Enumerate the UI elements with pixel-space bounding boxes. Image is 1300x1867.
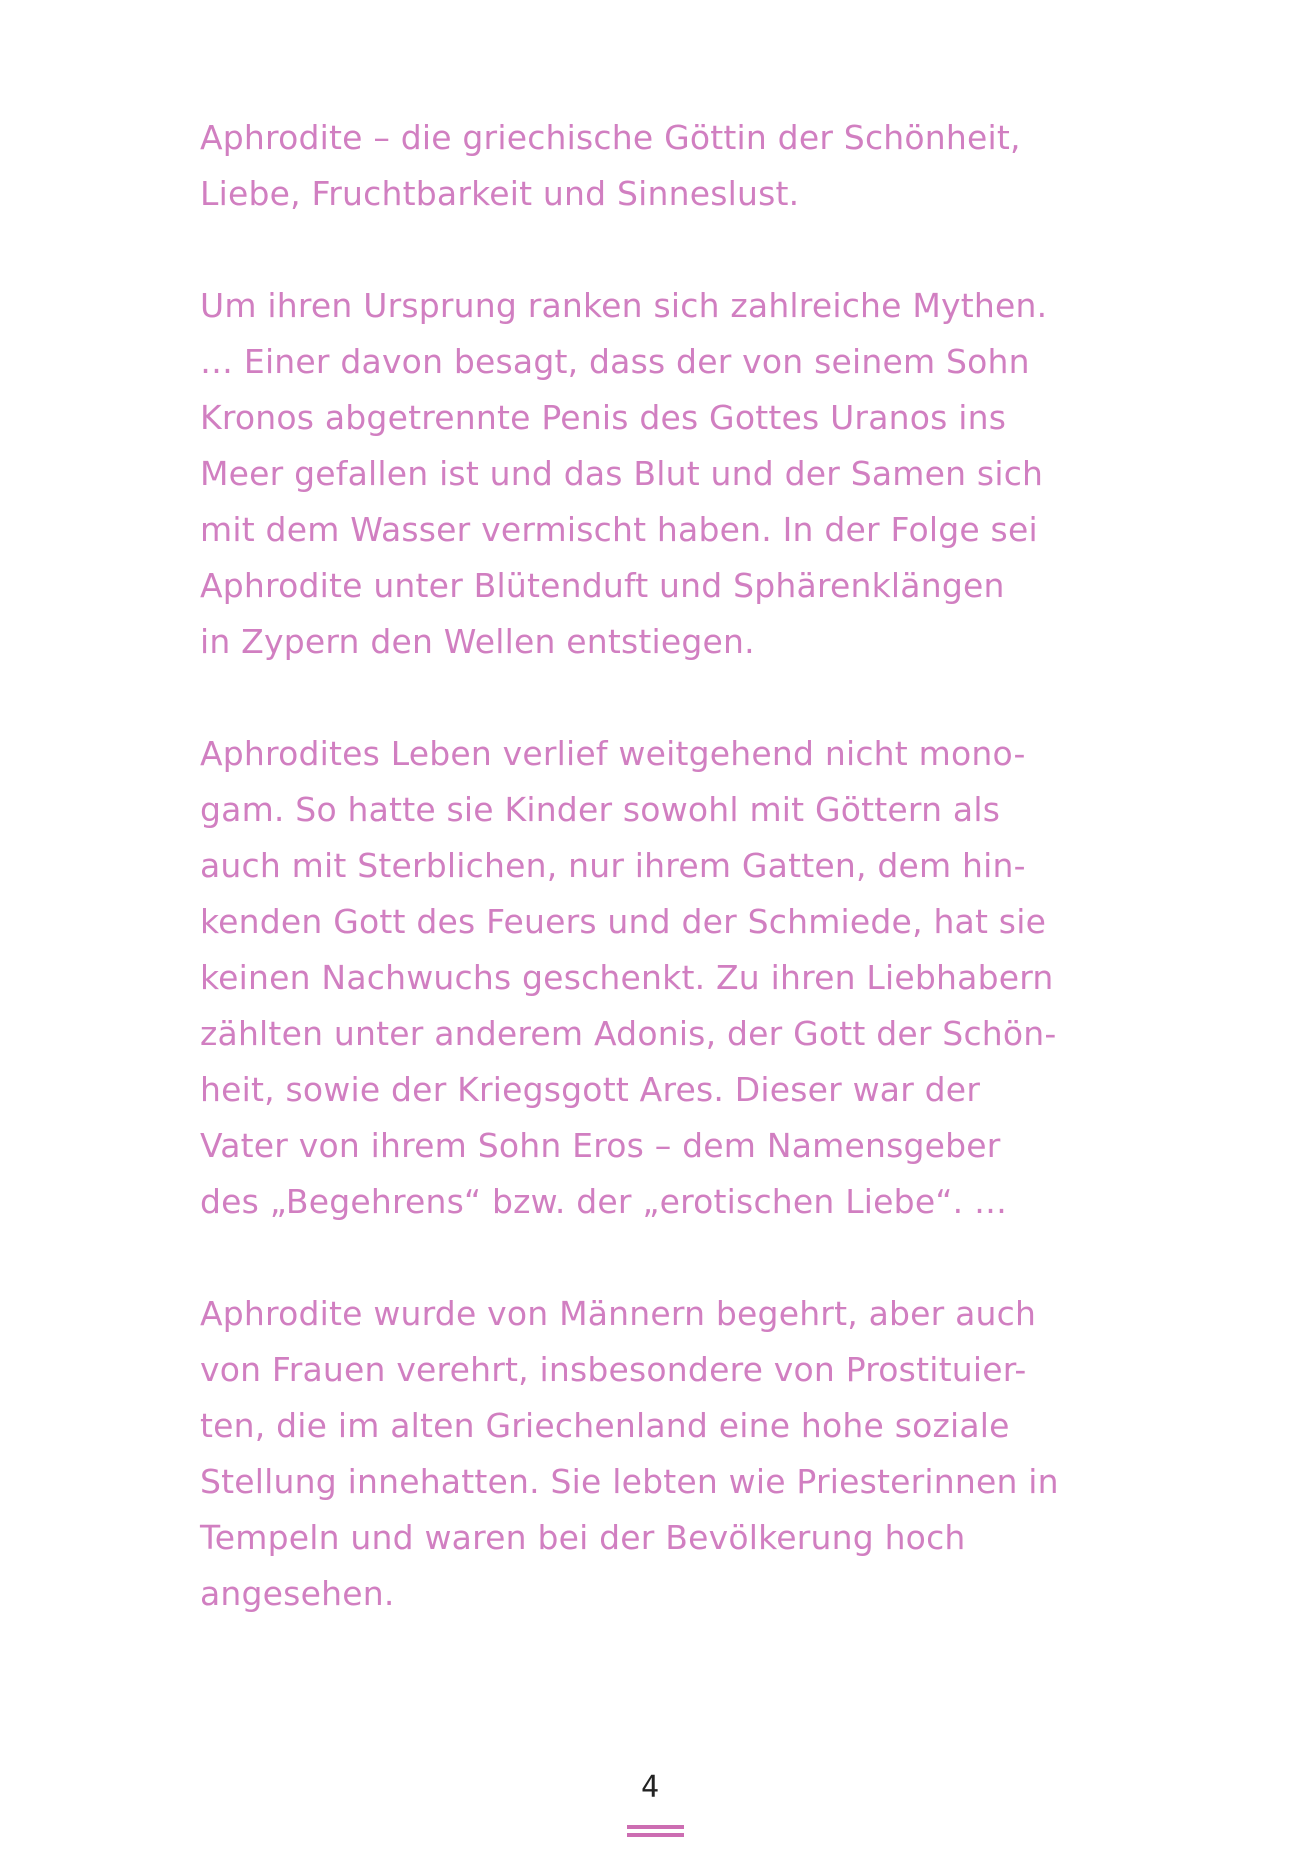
text-line: heit, sowie der Kriegsgott Ares. Dieser war der <box>200 1070 981 1109</box>
text-line: Kronos abgetrennte Penis des Gottes Uranos ins <box>200 398 1007 437</box>
text-line: des „Begehrens“ bzw. der „erotischen Liebe“. … <box>200 1182 1008 1221</box>
page-number-rule-bottom <box>627 1833 684 1837</box>
text-line: Aphrodites Leben verlief weitgehend nicht mono- <box>200 734 1026 773</box>
page-number: 4 <box>640 1770 660 1805</box>
text-line: Vater von ihrem Sohn Eros – dem Namensgeber <box>200 1126 1001 1165</box>
text-line: … Einer davon besagt, dass der von seinem Sohn <box>200 342 1030 381</box>
text-line: Meer gefallen ist und das Blut und der Samen sich <box>200 454 1044 493</box>
text-line: zählten unter anderem Adonis, der Gott der Schön- <box>200 1014 1057 1053</box>
text-line: Aphrodite wurde von Männern begehrt, aber auch <box>200 1294 1037 1333</box>
text-line: Liebe, Fruchtbarkeit und Sinneslust. <box>200 174 800 213</box>
text-line: Aphrodite – die griechische Göttin der Schönheit, <box>200 118 1021 157</box>
page-number-rule-top <box>627 1825 684 1829</box>
paragraph-origin <box>200 278 1100 670</box>
text-line: in Zypern den Wellen entstiegen. <box>200 622 755 661</box>
text-line: Tempeln und waren bei der Bevölkerung hoch <box>200 1518 966 1557</box>
text-line: mit dem Wasser vermischt haben. In der Folge sei <box>200 510 1038 549</box>
text-line: Aphrodite unter Blütenduft und Sphärenklängen <box>200 566 1005 605</box>
paragraph-life <box>200 726 1100 1230</box>
text-line: gam. So hatte sie Kinder sowohl mit Göttern als <box>200 790 1001 829</box>
paragraph-worship <box>200 1286 1100 1622</box>
text-line: angesehen. <box>200 1574 395 1613</box>
text-line: ten, die im alten Griechenland eine hohe soziale <box>200 1406 1010 1445</box>
text-line: keinen Nachwuchs geschenkt. Zu ihren Liebhabern <box>200 958 1054 997</box>
body-text <box>200 110 1100 1678</box>
text-line: von Frauen verehrt, insbesondere von Prostituier- <box>200 1350 1027 1389</box>
paragraph-intro <box>200 110 1100 222</box>
text-line: Stellung innehatten. Sie lebten wie Priesterinnen in <box>200 1462 1059 1501</box>
text-line: auch mit Sterblichen, nur ihrem Gatten, dem hin- <box>200 846 1026 885</box>
text-line: kenden Gott des Feuers und der Schmiede, hat sie <box>200 902 1047 941</box>
text-line: Um ihren Ursprung ranken sich zahlreiche Mythen. <box>200 286 1048 325</box>
